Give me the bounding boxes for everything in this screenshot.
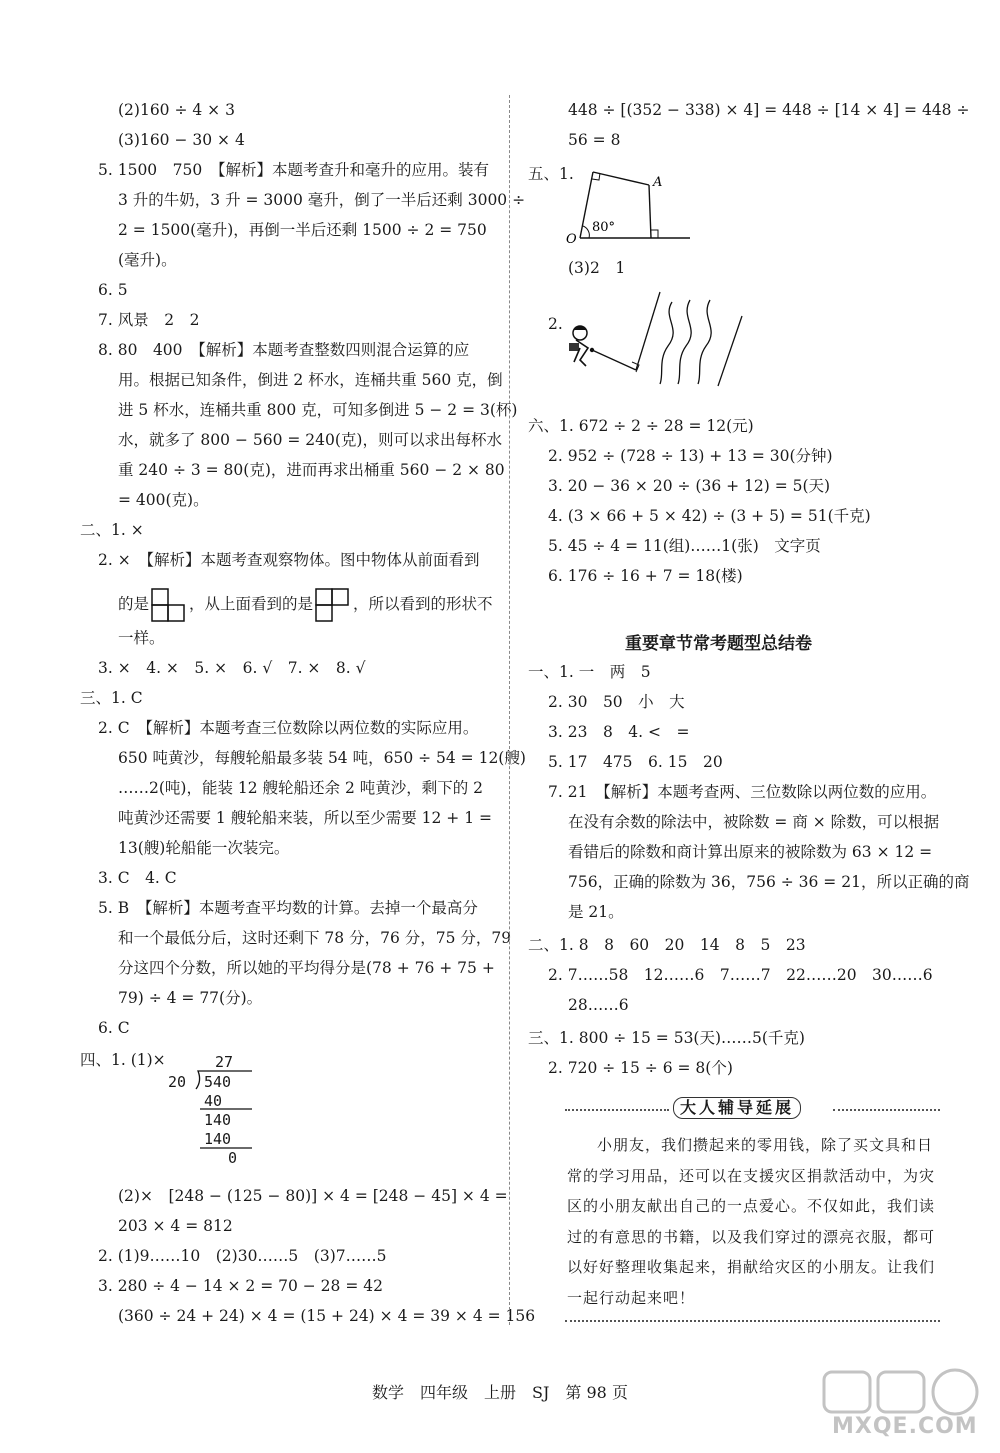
answer-line: 二、1. 8 8 60 20 14 8 5 23 (528, 936, 806, 954)
answer-line: 2. (548, 315, 563, 333)
answer-line: (2)160 ÷ 4 × 3 (118, 101, 235, 119)
point-a-label: A (653, 175, 663, 190)
answer-line: 3. 23 8 4. < = (548, 723, 690, 741)
answer-line: 2. 7……58 12……6 7……7 22……20 30……6 (548, 966, 933, 984)
answer-line: 203 × 4 = 812 (118, 1217, 233, 1235)
long-division-step: 40 (204, 1092, 223, 1110)
answer-line: 2. 30 50 小 大 (548, 693, 685, 711)
answer-line: 2. C 【解析】本题考查三位数除以两位数的实际应用。 (98, 719, 479, 737)
answer-line: 2 = 1500(毫升)，再倒一半后还剩 1500 ÷ 2 = 750 (118, 221, 487, 239)
long-division-divisor: 20 (168, 1073, 187, 1091)
answer-line: ……2(吨)，能装 12 艘轮船还余 2 吨黄沙，剩下的 2 (118, 779, 484, 797)
answer-line: 用。根据已知条件，倒进 2 杯水，连桶共重 560 克，倒 (118, 371, 503, 389)
answer-line: (2)× [248 − (125 − 80)] × 4 = [248 − 45] × 4 = (118, 1187, 508, 1205)
point-o-label: O (566, 232, 577, 247)
answer-line: 3 升的牛奶，3 升 = 3000 毫升，倒了一半后还剩 3000 ÷ (118, 191, 526, 209)
answer-line: 一、1. 一 两 5 (528, 663, 651, 681)
watermark-text: MXQE.COM (832, 1414, 978, 1439)
answer-line: 650 吨黄沙，每艘轮船最多装 54 吨，650 ÷ 54 = 12(艘) (118, 749, 526, 767)
answer-line: 5. B 【解析】本题考查平均数的计算。去掉一个最高分 (98, 899, 478, 917)
answer-line: 三、1. C (80, 689, 143, 707)
answer-line: 2. (1)9……10 (2)30……5 (3)7……5 (98, 1247, 387, 1265)
answer-line: 4. (3 × 66 + 5 × 42) ÷ (3 + 5) = 51(千克) (548, 507, 871, 525)
answer-line: 2. 720 ÷ 15 ÷ 6 = 8(个) (548, 1059, 733, 1077)
answer-line: = 400(克)。 (118, 491, 209, 509)
answer-line: 和一个最低分后，这时还剩下 78 分，76 分，75 分，79 (118, 929, 512, 947)
answer-line: 8. 80 400 【解析】本题考查整数四则混合运算的应 (98, 341, 470, 359)
long-division-dividend: 540 (204, 1073, 232, 1091)
answer-line: 28……6 (568, 996, 629, 1014)
adult-guidance-text: 小朋友，我们攒起来的零用钱，除了买文具和日常的学习用品，还可以在支援灾区捐款活动中，为灾区的小朋友献出自己的一点爱心。不仅如此，我们读过的有意思的书籍，以及我们穿过的漂亮衣服，都可以好好整理收集起来，捐献给灾区的小朋友。让我们一起行动起来吧！ (567, 1136, 936, 1307)
answer-line: 一样。 (118, 629, 165, 647)
section-heading: 重要章节常考题型总结卷 (625, 634, 812, 654)
answer-line: 吨黄沙还需要 1 艘轮船来装，所以至少需要 12 + 1 = (118, 809, 492, 827)
front-view-shape-icon (151, 588, 187, 622)
banner-title: 大人辅导延展 (673, 1097, 801, 1119)
answer-line: 7. 风景 2 2 (98, 311, 200, 329)
answer-line: 6. 5 (98, 281, 128, 299)
answer-line: 3. 280 ÷ 4 − 14 × 2 = 70 − 28 = 42 (98, 1277, 383, 1295)
answer-line: 2. × 【解析】本题考查观察物体。图中物体从前面看到 (98, 551, 480, 569)
answer-line: 79) ÷ 4 = 77(分)。 (118, 989, 263, 1007)
adult-guidance-banner (565, 1097, 940, 1121)
answer-line: 看错后的除数和商计算出原来的被除数为 63 × 12 = (568, 843, 933, 861)
answer-line-with-shapes (118, 588, 493, 622)
page-footer: 数学 四年级 上册 SJ 第 98 页 (372, 1383, 628, 1402)
answer-line: 3. × 4. × 5. × 6. √ 7. × 8. √ (98, 659, 366, 677)
answer-line: (毫升)。 (118, 251, 177, 269)
long-division (160, 1053, 280, 1173)
answer-line: 5. 17 475 6. 15 20 (548, 753, 723, 771)
watermark-logo-icon (820, 1368, 990, 1418)
banner-divider (565, 1109, 669, 1111)
watermark-logo (820, 1368, 990, 1448)
answer-line: 水，就多了 800 − 560 = 240(克)，则可以求出每杯水 (118, 431, 502, 449)
answer-line: (360 ÷ 24 + 24) × 4 = (15 + 24) × 4 = 39 × 4 = 156 (118, 1307, 536, 1325)
answer-line: (3)2 1 (568, 259, 626, 277)
answer-line: 进 5 杯水，连桶共重 800 克，可知多倒进 5 − 2 = 3(杯) (118, 401, 518, 419)
column-divider (509, 95, 510, 1325)
answer-line: 在没有余数的除法中，被除数 = 商 × 除数，可以根据 (568, 813, 940, 831)
answer-line: 三、1. 800 ÷ 15 = 53(天)……5(千克) (528, 1029, 805, 1047)
long-division-step: 140 (204, 1130, 232, 1148)
perpendicular-figure (562, 160, 702, 250)
answer-line: 6. 176 ÷ 16 + 7 = 18(楼) (548, 567, 743, 585)
child-icon (569, 326, 594, 366)
answer-line: 五、1. (528, 165, 574, 183)
answer-line: 6. C (98, 1019, 130, 1037)
answer-line: 756，正确的除数为 36，756 ÷ 36 = 21，所以正确的商 (568, 873, 970, 891)
answer-line: 分这四个分数，所以她的平均得分是(78 + 76 + 75 + (118, 959, 495, 977)
answer-line: 3. 20 − 36 × 20 ÷ (36 + 12) = 5(天) (548, 477, 831, 495)
bottom-divider (565, 1320, 940, 1322)
answer-line: 是 21。 (568, 903, 624, 921)
answer-line: (3)160 − 30 × 4 (118, 131, 245, 149)
answer-line: 六、1. 672 ÷ 2 ÷ 28 = 12(元) (528, 417, 754, 435)
answer-line: 四、1. (1)× (80, 1051, 166, 1069)
long-division-quotient: 27 (215, 1053, 234, 1071)
answer-line: 5. 45 ÷ 4 = 11(组)……1(张) 文字页 (548, 537, 821, 555)
banner-divider (833, 1109, 940, 1111)
answer-text: ，从上面看到的是 (189, 595, 314, 613)
long-division-remainder: 0 (228, 1149, 238, 1167)
answer-line: 56 = 8 (568, 131, 621, 149)
child-river-figure (560, 288, 750, 388)
long-division-lines (160, 1053, 280, 1173)
answer-line: 5. 1500 750 【解析】本题考查升和毫升的应用。装有 (98, 161, 489, 179)
answer-text: ，所以看到的形状不 (353, 595, 493, 613)
answer-line: 7. 21 【解析】本题考查两、三位数除以两位数的应用。 (548, 783, 937, 801)
answer-line: 448 ÷ [(352 − 338) × 4] = 448 ÷ [14 × 4] = 448 ÷ (568, 101, 970, 119)
answer-line: 重 240 ÷ 3 = 80(克)，进而再求出桶重 560 − 2 × 80 (118, 461, 505, 479)
answer-text: 的是 (118, 595, 150, 613)
answer-line: 13(艘)轮船能一次装完。 (118, 839, 290, 857)
answer-line: 2. 952 ÷ (728 ÷ 13) + 13 = 30(分钟) (548, 447, 833, 465)
long-division-step: 140 (204, 1111, 232, 1129)
angle-label: 80° (592, 220, 616, 235)
answer-line: 3. C 4. C (98, 869, 177, 887)
answer-line: 二、1. × (80, 521, 144, 539)
top-view-shape-icon (315, 588, 351, 622)
